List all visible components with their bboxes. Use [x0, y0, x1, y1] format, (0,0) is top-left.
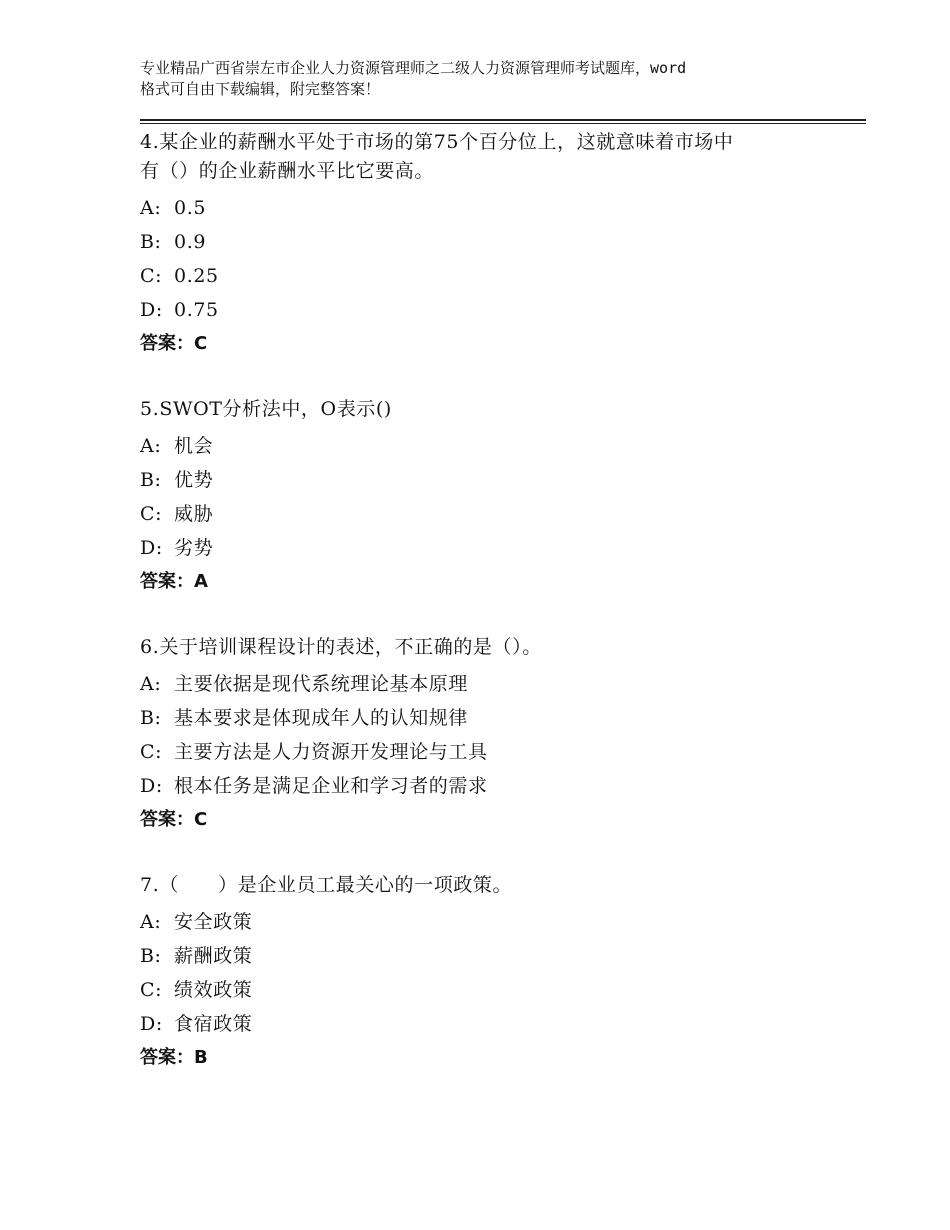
option-text: 安全政策: [174, 911, 253, 933]
option-a: [140, 667, 840, 701]
question-text: [140, 871, 840, 900]
document-header: [140, 58, 830, 100]
question-list: [140, 128, 840, 1109]
question-4: [140, 128, 840, 361]
option-label: D:: [140, 775, 163, 797]
header-rule-thick: [140, 119, 866, 121]
answer-label: 答案：: [140, 333, 194, 354]
answer-label: 答案：: [140, 809, 194, 830]
option-c: [140, 259, 840, 293]
option-label: B:: [140, 945, 162, 967]
option-text: 基本要求是体现成年人的认知规律: [174, 707, 469, 729]
answer: [140, 803, 840, 837]
option-label: A:: [140, 197, 162, 219]
option-label: C:: [140, 503, 163, 525]
option-text: 优势: [174, 469, 214, 491]
option-text: 主要依据是现代系统理论基本原理: [174, 673, 469, 695]
option-text: 0.5: [174, 197, 207, 219]
question-text-line: 5.SWOT分析法中，O表示(): [140, 398, 392, 420]
answer-value: C: [194, 809, 208, 830]
answer: [140, 1041, 840, 1075]
header-rule-thin: [140, 123, 866, 124]
option-c: [140, 735, 840, 769]
header-line-1: 专业精品广西省崇左市企业人力资源管理师之二级人力资源管理师考试题库，word: [140, 59, 687, 77]
option-c: [140, 497, 840, 531]
option-d: [140, 531, 840, 565]
answer-value: A: [194, 571, 208, 592]
answer: [140, 327, 840, 361]
option-label: C:: [140, 979, 163, 1001]
answer-label: 答案：: [140, 571, 194, 592]
answer-value: B: [194, 1047, 208, 1068]
question-text-line: 有（）的企业薪酬水平比它要高。: [140, 160, 435, 182]
header-line-2: 格式可自由下载编辑，附完整答案！: [140, 80, 381, 98]
option-label: B:: [140, 469, 162, 491]
option-label: C:: [140, 741, 163, 763]
option-b: [140, 701, 840, 735]
option-text: 劣势: [174, 537, 214, 559]
option-c: [140, 973, 840, 1007]
question-7: [140, 871, 840, 1075]
option-label: A:: [140, 435, 162, 457]
answer-value: C: [194, 333, 208, 354]
option-label: D:: [140, 299, 163, 321]
option-text: 主要方法是人力资源开发理论与工具: [174, 741, 488, 763]
option-d: [140, 769, 840, 803]
question-text-line: 6.关于培训课程设计的表述，不正确的是（）。: [140, 636, 542, 658]
question-text: [140, 128, 840, 186]
question-6: [140, 633, 840, 837]
option-b: [140, 463, 840, 497]
option-text: 威胁: [174, 503, 214, 525]
option-b: [140, 939, 840, 973]
option-text: 绩效政策: [174, 979, 253, 1001]
option-text: 根本任务是满足企业和学习者的需求: [174, 775, 488, 797]
option-d: [140, 293, 840, 327]
option-text: 机会: [174, 435, 214, 457]
question-text-line: 4.某企业的薪酬水平处于市场的第75个百分位上，这就意味着市场中: [140, 131, 734, 153]
option-label: D:: [140, 537, 163, 559]
option-text: 薪酬政策: [174, 945, 253, 967]
option-text: 0.9: [174, 231, 207, 253]
option-label: A:: [140, 673, 162, 695]
question-5: [140, 395, 840, 599]
answer-label: 答案：: [140, 1047, 194, 1068]
option-text: 食宿政策: [174, 1013, 253, 1035]
answer: [140, 565, 840, 599]
option-d: [140, 1007, 840, 1041]
question-text-line: 7.（ ）是企业员工最关心的一项政策。: [140, 874, 513, 896]
question-text: [140, 395, 840, 424]
option-label: C:: [140, 265, 163, 287]
option-label: D:: [140, 1013, 163, 1035]
option-a: [140, 191, 840, 225]
option-label: A:: [140, 911, 162, 933]
option-label: B:: [140, 231, 162, 253]
option-b: [140, 225, 840, 259]
option-a: [140, 905, 840, 939]
option-a: [140, 429, 840, 463]
option-text: 0.25: [174, 265, 219, 287]
option-label: B:: [140, 707, 162, 729]
option-text: 0.75: [174, 299, 219, 321]
question-text: [140, 633, 840, 662]
